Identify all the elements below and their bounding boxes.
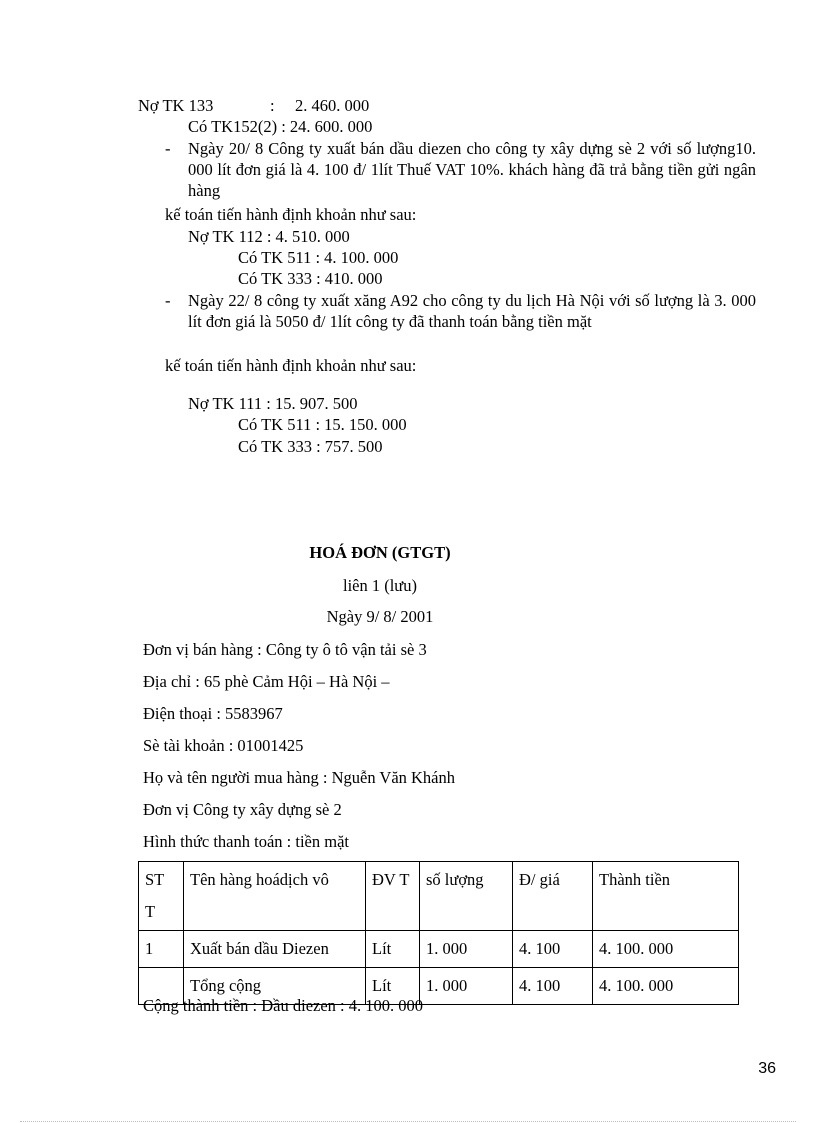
entry-top-debit-value: 2. 460. 000 (295, 96, 370, 115)
page-number: 36 (758, 1060, 776, 1077)
table-row (139, 931, 739, 968)
entry2-credit-511: Có TK 511 : 15. 150. 000 (238, 415, 407, 434)
header-quantity: số lượng (420, 862, 513, 931)
bullet-dash: - (165, 291, 171, 310)
header-unit: ĐV T (366, 862, 420, 931)
invoice-total: Cộng thành tiền : Dầu diezen : 4. 100. 000 (143, 996, 423, 1015)
invoice-copy: liên 1 (lưu) (342, 576, 417, 595)
invoice-table (138, 861, 739, 1005)
entry-top-debit-colon: : (270, 96, 275, 115)
cell-amount: 4. 100. 000 (593, 968, 739, 1005)
invoice-seller: Đơn vị bán hàng : Công ty ô tô vận tải sè 3 (143, 640, 427, 659)
table-header-row (139, 862, 739, 931)
header-stt: ST T (139, 862, 184, 931)
cell-quantity: 1. 000 (420, 931, 513, 968)
cell-unit: Lít (366, 968, 420, 1005)
page-bottom-divider (20, 1121, 796, 1122)
cell-item-name: Tổng cộng (184, 968, 366, 1005)
cell-quantity: 1. 000 (420, 968, 513, 1005)
cell-unit-price: 4. 100 (513, 968, 593, 1005)
entry-top-credit: Có TK152(2) : 24. 600. 000 (188, 117, 373, 136)
header-amount: Thành tiền (593, 862, 739, 931)
invoice-buyer-unit: Đơn vị Công ty xây dựng sè 2 (143, 800, 342, 819)
header-item-name: Tên hàng hoádịch vô (184, 862, 366, 931)
entry1-debit: Nợ TK 112 : 4. 510. 000 (188, 227, 350, 246)
invoice-payment: Hình thức thanh toán : tiền mặt (143, 832, 349, 851)
cell-amount: 4. 100. 000 (593, 931, 739, 968)
entry-top-debit-label: Nợ TK 133 (138, 96, 214, 115)
cell-unit: Lít (366, 931, 420, 968)
paragraph-transaction-1: Ngày 20/ 8 Công ty xuất bán dầu diezen cho công ty xây dựng sè 2 với số lượng10. 000 lít đơn giá là 4. 100 đ/ 1lít Thuế VAT 10%. khách hàng đã trả bằng tiền gửi ngân hàng (188, 139, 756, 200)
entry2-credit-333: Có TK 333 : 757. 500 (238, 437, 383, 456)
entry1-credit-511: Có TK 511 : 4. 100. 000 (238, 248, 399, 267)
entry1-credit-333: Có TK 333 : 410. 000 (238, 269, 383, 288)
entry2-intro: kế toán tiến hành định khoản như sau: (165, 356, 417, 375)
header-unit-price: Đ/ giá (513, 862, 593, 931)
invoice-address: Địa chỉ : 65 phè Cảm Hội – Hà Nội – (143, 672, 390, 691)
entry1-intro: kế toán tiến hành định khoản như sau: (165, 205, 417, 224)
paragraph-transaction-2: Ngày 22/ 8 công ty xuất xăng A92 cho công ty du lịch Hà Nội với số lượng là 3. 000 lít đơn giá là 5050 đ/ 1lít công ty đã thanh toán bằng tiền mặt (188, 291, 756, 331)
cell-stt: 1 (139, 931, 184, 968)
bullet-dash: - (165, 139, 171, 158)
cell-item-name: Xuất bán dầu Diezen (184, 931, 366, 968)
entry-top-debit (138, 95, 370, 116)
entry2-debit: Nợ TK 111 : 15. 907. 500 (188, 394, 358, 413)
invoice-phone: Điện thoại : 5583967 (143, 704, 283, 723)
invoice-account: Sè tài khoản : 01001425 (143, 736, 304, 755)
cell-unit-price: 4. 100 (513, 931, 593, 968)
invoice-date: Ngày 9/ 8/ 2001 (326, 607, 434, 626)
invoice-title: HOÁ ĐƠN (GTGT) (309, 543, 451, 562)
invoice-buyer: Họ và tên người mua hàng : Nguễn Văn Khánh (143, 768, 456, 787)
